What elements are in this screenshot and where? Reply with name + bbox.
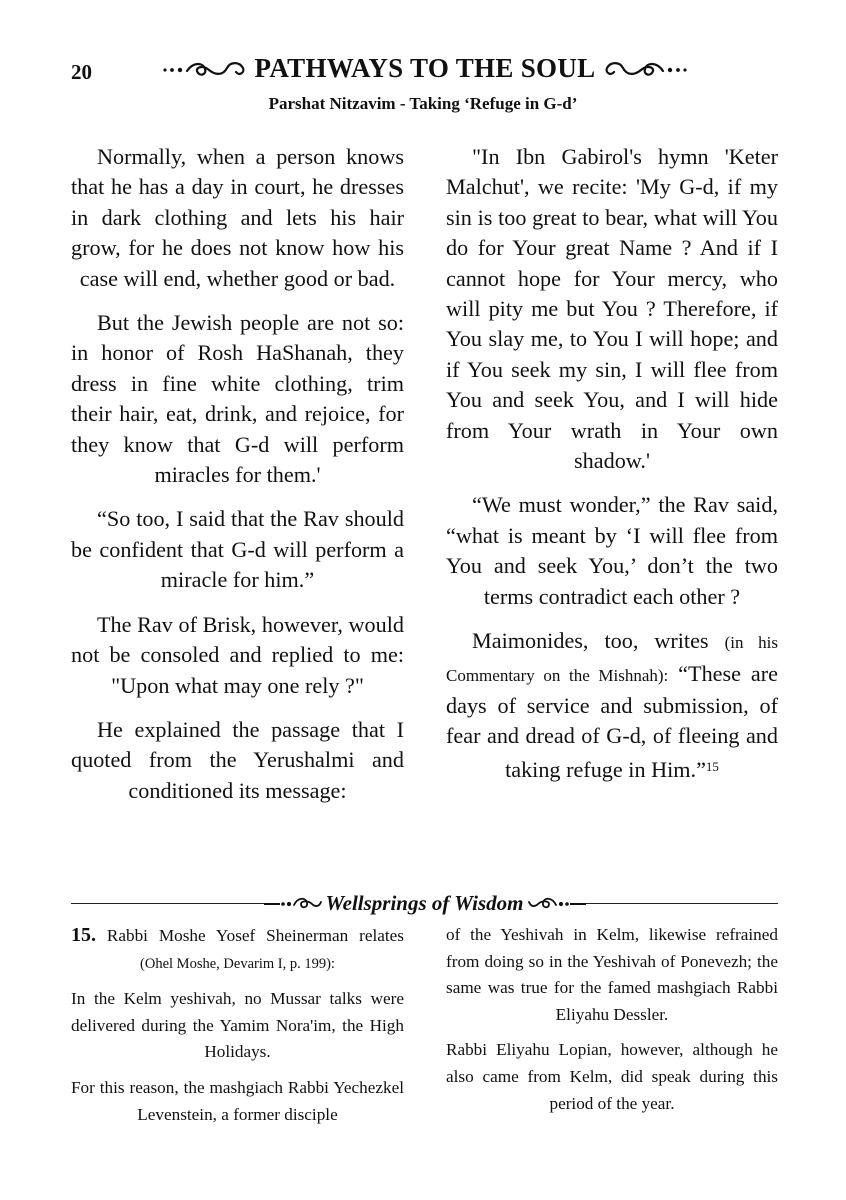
right-flourish-ornament — [601, 56, 691, 80]
footnote-number: 15. — [71, 924, 96, 946]
paragraph: “We must wonder,” the Rav said, “what is meant by ‘I will flee from You and seek You,’ don’t the two terms contradict each other ? — [446, 492, 778, 609]
page-number: 20 — [71, 60, 92, 84]
main-right-column — [446, 142, 778, 799]
paragraph: But the Jewish people are not so: in honor of Rosh HaShanah, they dress in fine white clothing, trim their hair, eat, drink, and rejoice, for they know that G-d will perform miracles for them.' — [71, 310, 404, 488]
main-left-column — [71, 142, 404, 820]
footnote-paragraph: In the Kelm yeshivah, no Mussar talks were delivered during the Yamim Nora'im, the High Holidays. — [71, 989, 404, 1062]
paragraph-lead: Maimonides, too, writes — [472, 628, 725, 654]
divider-rule — [586, 903, 779, 904]
footnote-intro-text: Rabbi Moshe Yosef Sheinerman relates — [96, 926, 404, 945]
divider-right-flourish — [528, 894, 586, 912]
footnote-right-column — [446, 922, 778, 1126]
running-header — [130, 50, 720, 86]
paragraph: “So too, I said that the Rav should be confident that G-d will perform a miracle for him.” — [71, 506, 404, 593]
source-citation: (in his Commentary on the Mishnah): — [446, 633, 778, 685]
chapter-subtitle: Parshat Nitzavim - Taking ‘Refuge in G-d’ — [268, 94, 578, 113]
paragraph: "In Ibn Gabirol's hymn 'Keter Malchut', we recite: 'My G-d, if my sin is too great to bear, what will You do for Your great Name ? And if I cannot hope for Your mercy, who will pity me but You ? Therefore, if You slay me, to You I will hope; and if You seek my sin, I will flee from You and seek You, and I will hide from Your wrath in Your own shadow.' — [446, 144, 778, 474]
wellsprings-label: Wellsprings of Wisdom — [325, 890, 524, 915]
footnote-intro — [71, 922, 404, 977]
paragraph-quote: “These are days of service and submission, of fear and dread of G-d, of fleeing and taking refuge in Him.” — [446, 660, 778, 782]
paragraph: The Rav of Brisk, however, would not be consoled and replied to me: "Upon what may one rely ?" — [71, 611, 404, 698]
book-title: PATHWAYS TO THE SOUL — [254, 52, 596, 83]
footnote-reference[interactable]: 15 — [705, 758, 719, 774]
footnote-paragraph: Rabbi Eliyahu Lopian, however, although he also came from Kelm, did speak during this period of the year. — [446, 1040, 778, 1113]
paragraph: Normally, when a person knows that he has a day in court, he dresses in dark clothing and lets his hair grow, for he does not know how his case will end, whether good or bad. — [71, 144, 404, 291]
footnote-left-column — [71, 922, 404, 1137]
divider-rule — [71, 903, 264, 904]
section-divider — [71, 888, 778, 918]
left-flourish-ornament — [159, 56, 249, 80]
footnote-paragraph: For this reason, the mashgiach Rabbi Yechezkel Levenstein, a former disciple — [71, 1077, 404, 1124]
footnote-source: (Ohel Moshe, Devarim I, p. 199): — [140, 955, 335, 972]
paragraph: He explained the passage that I quoted from the Yerushalmi and conditioned its message: — [71, 716, 404, 803]
footnote-paragraph: of the Yeshivah in Kelm, likewise refrained from doing so in the Yeshivah of Ponevezh; the same was true for the famed mashgiach Rabbi Eliyahu Dessler. — [446, 925, 778, 1024]
divider-left-flourish — [264, 894, 322, 912]
paragraph-maimonides — [446, 626, 778, 785]
